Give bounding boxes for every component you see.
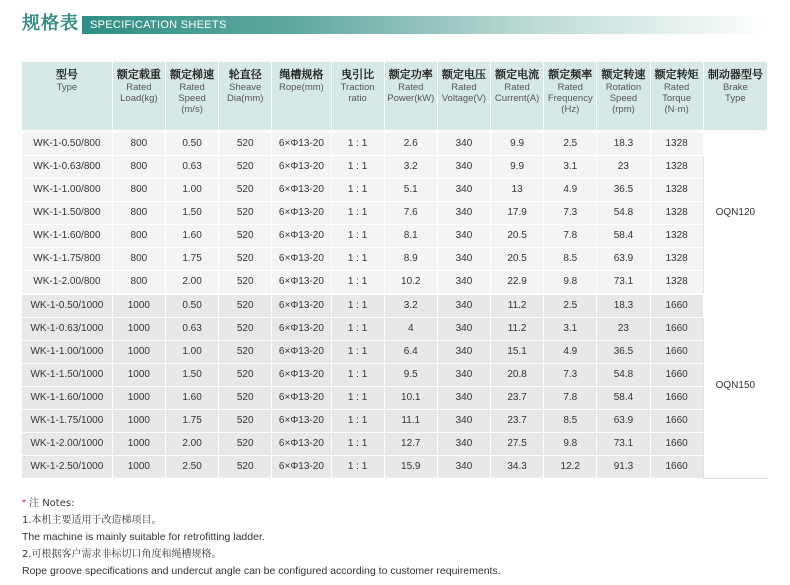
table-cell: 1328 <box>650 178 703 201</box>
table-cell: 4 <box>384 317 437 340</box>
table-cell: 520 <box>219 363 272 386</box>
table-cell: 8.1 <box>384 224 437 247</box>
table-cell: 1328 <box>650 224 703 247</box>
table-group-1000 <box>22 294 768 479</box>
specification-table <box>22 62 768 479</box>
column-header-en: Speed <box>609 93 638 104</box>
column-header-en: Voltage(V) <box>441 93 487 104</box>
table-cell: 1660 <box>650 409 703 432</box>
table-cell: 1 : 1 <box>331 224 384 247</box>
table-cell: 3.2 <box>384 155 437 178</box>
table-cell: 520 <box>219 224 272 247</box>
table-cell: 6×Φ13-20 <box>272 409 331 432</box>
table-cell: 1 : 1 <box>331 363 384 386</box>
table-cell: 800 <box>112 201 165 224</box>
column-header <box>597 62 650 131</box>
column-header-cn: 型号 <box>55 68 78 81</box>
column-header-en: Speed <box>178 93 206 104</box>
table-cell: 800 <box>112 224 165 247</box>
table-cell: 22.9 <box>491 270 544 294</box>
table-cell: 6×Φ13-20 <box>272 155 331 178</box>
column-header-cn: 曳引比 <box>341 68 375 81</box>
table-cell: 2.6 <box>384 131 437 155</box>
model-cell: WK-1-0.63/800 <box>22 155 112 178</box>
notes-section <box>22 495 768 580</box>
table-cell: 1000 <box>112 317 165 340</box>
model-cell: WK-1-2.00/800 <box>22 270 112 294</box>
table-cell: 11.2 <box>491 294 544 318</box>
table-cell: 5.1 <box>384 178 437 201</box>
table-cell: 17.9 <box>491 201 544 224</box>
table-row <box>22 294 768 318</box>
table-cell: 23 <box>597 317 650 340</box>
table-cell: 1328 <box>650 270 703 294</box>
column-header-en: Rated <box>663 82 690 93</box>
note-2-en: Rope groove specifications and undercut angle can be configured according to customer requirements. <box>22 565 501 577</box>
table-cell: 340 <box>437 178 490 201</box>
table-cell: 1660 <box>650 317 703 340</box>
table-cell: 6×Φ13-20 <box>272 201 331 224</box>
model-cell: WK-1-1.75/800 <box>22 247 112 270</box>
column-header-cn: 额定电压 <box>441 68 486 81</box>
table-cell: 1660 <box>650 455 703 478</box>
model-cell: WK-1-0.50/1000 <box>22 294 112 318</box>
column-header <box>331 62 384 131</box>
table-cell: 7.6 <box>384 201 437 224</box>
table-cell: 10.1 <box>384 386 437 409</box>
column-header-en: (rpm) <box>612 104 635 115</box>
table-cell: 1 : 1 <box>331 340 384 363</box>
table-cell: 6×Φ13-20 <box>272 131 331 155</box>
table-cell: 1328 <box>650 247 703 270</box>
table-cell: 1 : 1 <box>331 294 384 318</box>
column-header <box>165 62 218 131</box>
model-cell: WK-1-1.60/1000 <box>22 386 112 409</box>
column-header <box>384 62 437 131</box>
table-cell: 36.5 <box>597 178 650 201</box>
table-cell: 800 <box>112 155 165 178</box>
column-header-en: Load(kg) <box>120 93 158 104</box>
column-header-en: Type <box>725 93 746 104</box>
table-row <box>22 201 768 224</box>
table-row <box>22 270 768 294</box>
table-cell: 6×Φ13-20 <box>272 224 331 247</box>
table-cell: 340 <box>437 247 490 270</box>
table-cell: 340 <box>437 409 490 432</box>
table-cell: 1 : 1 <box>331 155 384 178</box>
notes-heading-label: 注 Notes: <box>29 498 75 509</box>
table-cell: 11.1 <box>384 409 437 432</box>
column-header-en: Type <box>56 82 78 93</box>
column-header-en: Frequency <box>547 93 593 104</box>
table-cell: 15.9 <box>384 455 437 478</box>
table-cell: 9.8 <box>544 432 597 455</box>
table-cell: 1 : 1 <box>331 201 384 224</box>
column-header-en: Sheave <box>229 82 262 93</box>
column-header <box>544 62 597 131</box>
table-cell: 23.7 <box>491 386 544 409</box>
table-cell: 1000 <box>112 432 165 455</box>
table-cell: 20.5 <box>491 224 544 247</box>
table-cell: 520 <box>219 155 272 178</box>
table-cell: 1660 <box>650 294 703 318</box>
column-header-en: (m/s) <box>181 104 203 115</box>
header-row <box>22 62 768 131</box>
page-title-cn: 规格表 <box>22 13 79 34</box>
table-cell: 13 <box>491 178 544 201</box>
column-header-cn: 额定转速 <box>601 68 646 81</box>
table-row <box>22 178 768 201</box>
column-header-en: Rated <box>179 82 205 93</box>
table-cell: 7.8 <box>544 224 597 247</box>
table-row <box>22 340 768 363</box>
table-cell: 6×Φ13-20 <box>272 386 331 409</box>
table-cell: 9.9 <box>491 131 544 155</box>
table-cell: 340 <box>437 270 490 294</box>
brake-type-cell: OQN120 <box>703 131 767 294</box>
table-cell: 1.75 <box>165 409 218 432</box>
table-cell: 340 <box>437 340 490 363</box>
table-cell: 18.3 <box>597 294 650 318</box>
table-cell: 18.3 <box>597 131 650 155</box>
column-header <box>437 62 490 131</box>
table-cell: 63.9 <box>597 247 650 270</box>
table-cell: 27.5 <box>491 432 544 455</box>
table-row <box>22 386 768 409</box>
table-cell: 1660 <box>650 432 703 455</box>
table-cell: 520 <box>219 178 272 201</box>
table-cell: 4.9 <box>544 178 597 201</box>
table-cell: 3.1 <box>544 155 597 178</box>
table-row <box>22 317 768 340</box>
table-cell: 2.5 <box>544 294 597 318</box>
column-header-en: Rated <box>398 82 424 93</box>
table-cell: 0.50 <box>165 294 218 318</box>
table-cell: 20.5 <box>491 247 544 270</box>
column-header <box>22 62 112 131</box>
table-cell: 520 <box>219 340 272 363</box>
table-cell: 520 <box>219 294 272 318</box>
title-banner <box>82 16 768 34</box>
note-2-cn: 2.可根据客户需求非标切口角度和绳槽规格。 <box>22 549 222 560</box>
column-header-en: Rated <box>557 82 583 93</box>
table-cell: 6×Φ13-20 <box>272 432 331 455</box>
page-title-en: SPECIFICATION SHEETS <box>90 19 227 31</box>
table-cell: 1.75 <box>165 247 218 270</box>
table-row <box>22 247 768 270</box>
column-header-cn: 制动器型号 <box>707 68 763 81</box>
table-row <box>22 224 768 247</box>
model-cell: WK-1-1.00/1000 <box>22 340 112 363</box>
model-cell: WK-1-1.50/1000 <box>22 363 112 386</box>
table-cell: 9.8 <box>544 270 597 294</box>
table-cell: 1000 <box>112 386 165 409</box>
table-cell: 6×Φ13-20 <box>272 178 331 201</box>
table-cell: 800 <box>112 247 165 270</box>
table-cell: 520 <box>219 432 272 455</box>
table-cell: 4.9 <box>544 340 597 363</box>
table-cell: 6×Φ13-20 <box>272 317 331 340</box>
note-1-en: The machine is mainly suitable for retrofitting ladder. <box>22 531 265 543</box>
table-cell: 2.5 <box>544 131 597 155</box>
table-cell: 520 <box>219 409 272 432</box>
table-cell: 3.2 <box>384 294 437 318</box>
table-cell: 0.50 <box>165 131 218 155</box>
table-cell: 9.9 <box>491 155 544 178</box>
table-cell: 520 <box>219 455 272 478</box>
table-cell: 54.8 <box>597 201 650 224</box>
table-cell: 3.1 <box>544 317 597 340</box>
brake-type-cell: OQN150 <box>703 294 767 479</box>
table-cell: 1 : 1 <box>331 432 384 455</box>
table-cell: 12.7 <box>384 432 437 455</box>
table-cell: 800 <box>112 178 165 201</box>
model-cell: WK-1-2.50/1000 <box>22 455 112 478</box>
table-cell: 15.1 <box>491 340 544 363</box>
table-cell: 1 : 1 <box>331 247 384 270</box>
table-cell: 6×Φ13-20 <box>272 294 331 318</box>
table-row <box>22 432 768 455</box>
table-row <box>22 409 768 432</box>
table-cell: 800 <box>112 270 165 294</box>
table-cell: 0.63 <box>165 155 218 178</box>
table-cell: 340 <box>437 386 490 409</box>
table-cell: 1000 <box>112 340 165 363</box>
table-cell: 6×Φ13-20 <box>272 247 331 270</box>
table-group-800 <box>22 131 768 294</box>
column-header-cn: 额定功率 <box>388 68 433 81</box>
table-cell: 520 <box>219 270 272 294</box>
table-cell: 8.5 <box>544 409 597 432</box>
table-row <box>22 131 768 155</box>
column-header-cn: 轮直径 <box>228 68 262 81</box>
table-cell: 6×Φ13-20 <box>272 363 331 386</box>
column-header <box>272 62 331 131</box>
column-header <box>703 62 767 131</box>
table-cell: 73.1 <box>597 270 650 294</box>
table-cell: 11.2 <box>491 317 544 340</box>
table-cell: 1 : 1 <box>331 270 384 294</box>
column-header-en: Rotation <box>605 82 642 93</box>
column-header-cn: 额定载重 <box>116 68 161 81</box>
table-cell: 340 <box>437 432 490 455</box>
title-row <box>22 12 768 36</box>
table-cell: 1 : 1 <box>331 178 384 201</box>
table-cell: 340 <box>437 363 490 386</box>
table-cell: 340 <box>437 131 490 155</box>
table-cell: 2.00 <box>165 270 218 294</box>
table-cell: 340 <box>437 224 490 247</box>
column-header-en: Rope(mm) <box>278 82 324 93</box>
table-cell: 520 <box>219 131 272 155</box>
table-cell: 34.3 <box>491 455 544 478</box>
table-cell: 340 <box>437 294 490 318</box>
column-header-en: Rated <box>504 82 530 93</box>
table-cell: 2.00 <box>165 432 218 455</box>
column-header-en: Power(kW) <box>387 93 435 104</box>
table-cell: 1660 <box>650 340 703 363</box>
table-row <box>22 155 768 178</box>
column-header-en: Dia(mm) <box>227 93 264 104</box>
column-header-en: Torque <box>662 93 692 104</box>
column-header-en: (N·m) <box>664 104 689 115</box>
table-cell: 8.9 <box>384 247 437 270</box>
model-cell: WK-1-0.63/1000 <box>22 317 112 340</box>
table-cell: 6.4 <box>384 340 437 363</box>
table-cell: 6×Φ13-20 <box>272 340 331 363</box>
note-star: * <box>22 497 27 509</box>
table-cell: 23 <box>597 155 650 178</box>
column-header-en: Rated <box>451 82 477 93</box>
table-cell: 340 <box>437 455 490 478</box>
column-header-cn: 额定频率 <box>548 68 593 81</box>
table-cell: 340 <box>437 317 490 340</box>
column-header-en: Traction <box>340 82 375 93</box>
table-cell: 1328 <box>650 155 703 178</box>
table-cell: 520 <box>219 317 272 340</box>
model-cell: WK-1-0.50/800 <box>22 131 112 155</box>
table-cell: 54.8 <box>597 363 650 386</box>
table-cell: 8.5 <box>544 247 597 270</box>
table-row <box>22 455 768 478</box>
table-cell: 91.3 <box>597 455 650 478</box>
column-header-cn: 额定梯速 <box>170 68 215 81</box>
notes-heading <box>22 495 768 512</box>
table-cell: 1000 <box>112 455 165 478</box>
table-cell: 12.2 <box>544 455 597 478</box>
table-cell: 1 : 1 <box>331 455 384 478</box>
model-cell: WK-1-1.50/800 <box>22 201 112 224</box>
table-cell: 7.8 <box>544 386 597 409</box>
table-cell: 1.50 <box>165 363 218 386</box>
table-cell: 7.3 <box>544 363 597 386</box>
table-cell: 1660 <box>650 386 703 409</box>
table-cell: 1 : 1 <box>331 131 384 155</box>
column-header-cn: 绳槽规格 <box>279 68 324 81</box>
table-row <box>22 363 768 386</box>
table-cell: 6×Φ13-20 <box>272 270 331 294</box>
table-cell: 1000 <box>112 294 165 318</box>
table-cell: 1.60 <box>165 224 218 247</box>
column-header-en: Rated <box>126 82 152 93</box>
table-cell: 9.5 <box>384 363 437 386</box>
column-header <box>491 62 544 131</box>
model-cell: WK-1-1.75/1000 <box>22 409 112 432</box>
table-cell: 520 <box>219 201 272 224</box>
column-header-en: ratio <box>348 93 367 104</box>
table-cell: 6×Φ13-20 <box>272 455 331 478</box>
table-cell: 1000 <box>112 363 165 386</box>
table-cell: 340 <box>437 201 490 224</box>
table-cell: 0.63 <box>165 317 218 340</box>
note-1-cn: 1.本机主要适用于改造梯项目。 <box>22 515 162 526</box>
table-cell: 63.9 <box>597 409 650 432</box>
table-cell: 1.00 <box>165 340 218 363</box>
column-header-en: (Hz) <box>561 104 580 115</box>
table-cell: 800 <box>112 131 165 155</box>
table-cell: 10.2 <box>384 270 437 294</box>
column-header-cn: 额定转矩 <box>654 68 699 81</box>
table-cell: 1.00 <box>165 178 218 201</box>
table-cell: 520 <box>219 247 272 270</box>
table-cell: 1000 <box>112 409 165 432</box>
column-header-cn: 额定电流 <box>495 68 540 81</box>
table-cell: 1 : 1 <box>331 317 384 340</box>
table-cell: 58.4 <box>597 386 650 409</box>
table-cell: 1328 <box>650 131 703 155</box>
table-cell: 23.7 <box>491 409 544 432</box>
column-header <box>219 62 272 131</box>
model-cell: WK-1-1.60/800 <box>22 224 112 247</box>
model-cell: WK-1-2.00/1000 <box>22 432 112 455</box>
column-header <box>650 62 703 131</box>
model-cell: WK-1-1.00/800 <box>22 178 112 201</box>
table-cell: 58.4 <box>597 224 650 247</box>
table-cell: 20.8 <box>491 363 544 386</box>
table-cell: 36.5 <box>597 340 650 363</box>
table-cell: 1328 <box>650 201 703 224</box>
table-cell: 7.3 <box>544 201 597 224</box>
table-cell: 1.60 <box>165 386 218 409</box>
table-cell: 73.1 <box>597 432 650 455</box>
column-header <box>112 62 165 131</box>
column-header-en: Current(A) <box>494 93 540 104</box>
table-cell: 1.50 <box>165 201 218 224</box>
column-header-en: Brake <box>722 82 748 93</box>
table-cell: 1660 <box>650 363 703 386</box>
table-cell: 340 <box>437 155 490 178</box>
table-cell: 1 : 1 <box>331 386 384 409</box>
table-cell: 520 <box>219 386 272 409</box>
table-cell: 1 : 1 <box>331 409 384 432</box>
table-cell: 2.50 <box>165 455 218 478</box>
table-header <box>22 62 768 131</box>
